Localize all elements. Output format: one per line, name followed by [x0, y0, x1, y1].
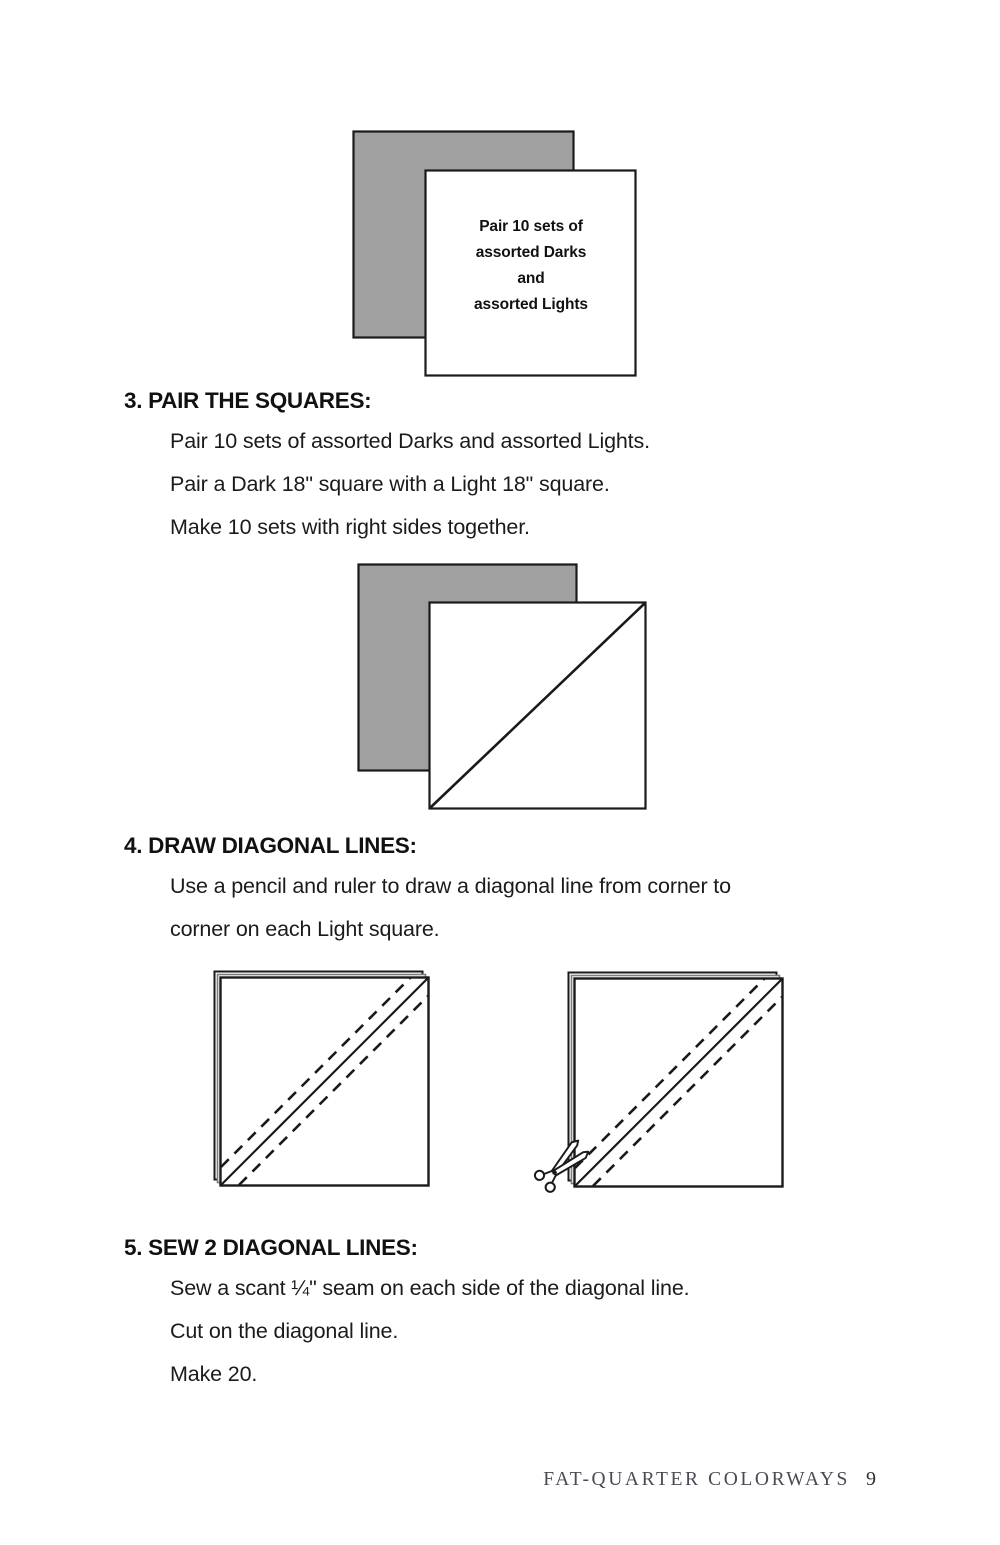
- pair-squares-label-line-4: assorted Lights: [474, 296, 588, 313]
- figure-sew-lines-right: [530, 962, 800, 1222]
- figure-diagonal-square: [350, 556, 660, 821]
- step-3-heading: 3. PAIR THE SQUARES:: [124, 388, 372, 413]
- step-4-line-2: corner on each Light square.: [170, 917, 440, 941]
- sew-lines-left-illustration: [205, 962, 445, 1197]
- figure-sew-lines-left: [205, 962, 445, 1197]
- pair-squares-label: [427, 214, 635, 318]
- pair-squares-label-line-2: assorted Darks: [475, 244, 587, 261]
- step-5-line-3: Make 20.: [170, 1362, 258, 1386]
- step-4-lines: [170, 865, 914, 951]
- step-3-lines: [170, 420, 914, 549]
- step-3-line-2: Pair a Dark 18" square with a Light 18" square.: [170, 472, 610, 496]
- step-4-heading: 4. DRAW DIAGONAL LINES:: [124, 833, 417, 858]
- step-5-line-1: Sew a scant ¼" seam on each side of the diagonal line.: [170, 1276, 690, 1300]
- step-5-line-2: Cut on the diagonal line.: [170, 1319, 399, 1343]
- page-footer: [0, 1468, 1000, 1491]
- step-3-line-1: Pair 10 sets of assorted Darks and assorted Lights.: [170, 429, 650, 453]
- step-4-line-1: Use a pencil and ruler to draw a diagonal line from corner to: [170, 874, 731, 898]
- step-3-line-3: Make 10 sets with right sides together.: [170, 515, 530, 539]
- pair-squares-label-line-1: Pair 10 sets of: [479, 218, 583, 235]
- pair-squares-label-line-3: and: [517, 270, 545, 287]
- footer-book-title: FAT-QUARTER COLORWAYS: [543, 1469, 850, 1490]
- step-5-heading: 5. SEW 2 DIAGONAL LINES:: [124, 1235, 418, 1260]
- step-5-lines: [170, 1267, 914, 1396]
- sew-lines-right-illustration: [530, 962, 800, 1222]
- step-3-pair-the-squares: [124, 388, 914, 549]
- step-5-sew-2-diagonal-lines: [124, 1235, 914, 1396]
- diagonal-square-illustration: [350, 556, 660, 821]
- footer-page-number: 9: [866, 1468, 876, 1490]
- figure-pair-squares: [345, 122, 645, 387]
- step-4-draw-diagonal-lines: [124, 833, 914, 951]
